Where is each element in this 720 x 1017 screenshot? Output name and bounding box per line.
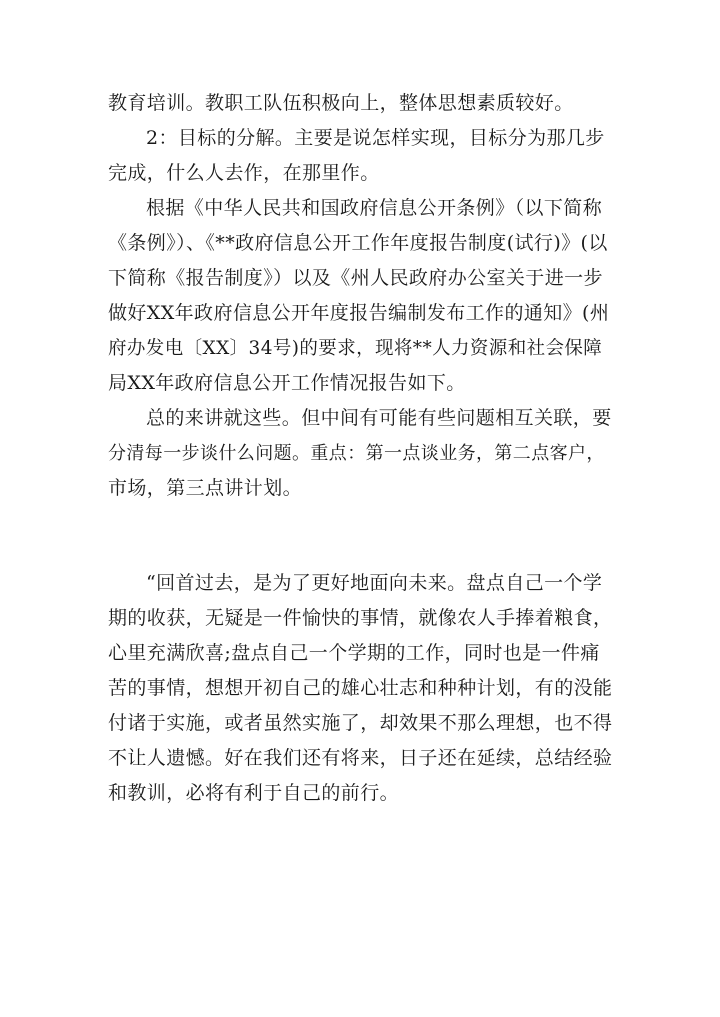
text-line: 期的收获，无疑是一件愉快的事情，就像农人手捧着粮食， — [108, 607, 613, 629]
text-line: 《条例》）、《**政府信息公开工作年度报告制度(试行)》(以 — [108, 232, 608, 254]
text-line: 教育培训。教职工队伍积极向上，整体思想素质较好。 — [108, 92, 574, 114]
text-line: 府办发电〔XX〕34号)的要求，现将**人力资源和社会保障 — [108, 338, 603, 359]
text-line: 苦的事情，想想开初自己的雄心壮志和种种计划，有的没能 — [108, 677, 613, 699]
text-line: “回首过去，是为了更好地面向未来。盘点自己一个学 — [146, 572, 603, 594]
text-line: 局XX年政府信息公开工作情况报告如下。 — [108, 372, 466, 394]
text-line: 心里充满欣喜;盘点自己一个学期的工作，同时也是一件痛 — [108, 642, 600, 664]
text-line: 完成，什么人去作，在那里作。 — [108, 162, 380, 184]
text-line: 分清每一步谈什么问题。重点：第一点谈业务，第二点客户， — [108, 443, 605, 464]
text-line: 总的来讲就这些。但中间有可能有些问题相互关联，要 — [146, 407, 612, 429]
text-line: 下简称《报告制度》）以及《州人民政府办公室关于进一步 — [108, 267, 603, 289]
text-line: 2：目标的分解。主要是说怎样实现，目标分为那几步 — [146, 127, 605, 149]
text-line: 不让人遗憾。好在我们还有将来，日子还在延续，总结经验 — [108, 747, 613, 769]
body-text-section-1 — [108, 86, 612, 506]
text-line: 付诸于实施，或者虽然实施了，却效果不那么理想，也不得 — [108, 712, 613, 734]
text-line: 市场，第三点讲计划。 — [108, 477, 303, 499]
text-line: 做好XX年政府信息公开年度报告编制发布工作的通知》(州 — [108, 302, 610, 324]
text-line: 根据《中华人民共和国政府信息公开条例》（以下简称 — [146, 197, 603, 219]
text-line: 和教训，必将有利于自己的前行。 — [108, 782, 400, 804]
body-text-section-2 — [108, 566, 612, 811]
